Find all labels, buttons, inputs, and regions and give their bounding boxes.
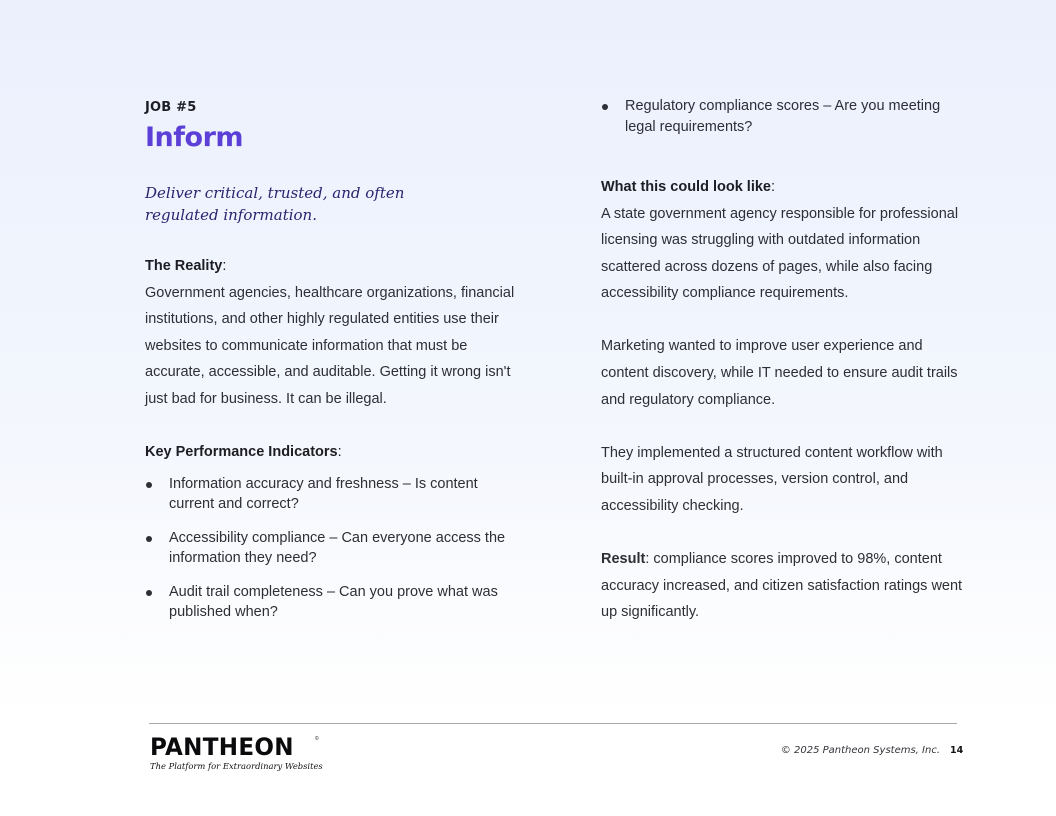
- example-heading-colon: :: [771, 179, 776, 195]
- kpi-heading-text: Key Performance Indicators: [145, 444, 338, 461]
- example-paragraph: Marketing wanted to improve user experience and content discovery, while IT needed to ensure audit trails and regulatory compliance.: [601, 338, 958, 408]
- copyright-mark-icon: ©: [315, 736, 319, 742]
- logo-wordmark: PANTHEON: [150, 733, 294, 761]
- result-paragraph: [601, 546, 971, 626]
- reality-heading: [145, 253, 515, 280]
- result-label: Result: [601, 551, 646, 568]
- bullet-icon: [146, 482, 152, 488]
- kpi-list-continued: [601, 96, 971, 137]
- page-number: 14: [950, 745, 964, 756]
- logo-tagline: The Platform for Extraordinary Websites: [150, 761, 323, 771]
- kpi-item-text: Audit trail completeness – Can you prove what was published when?: [169, 583, 498, 621]
- bullet-icon: [146, 590, 152, 596]
- example-paragraph: A state government agency responsible for professional licensing was struggling with outdated information scattered across dozens of pages, while also facing accessibility compliance requirements.: [601, 205, 959, 302]
- page-tagline: Deliver critical, trusted, and often regulated information.: [145, 184, 405, 224]
- pantheon-logo: [150, 733, 323, 771]
- example-heading: [601, 174, 971, 201]
- right-column: [601, 96, 971, 626]
- reality-heading-text: The Reality: [145, 258, 223, 274]
- kpi-list: [145, 474, 515, 623]
- footer-divider: [149, 723, 957, 724]
- kpi-heading: [145, 439, 515, 466]
- copyright-notice: © 2025 Pantheon Systems, Inc.: [780, 745, 940, 756]
- left-column: [145, 99, 515, 636]
- kpi-list-item: [145, 528, 515, 569]
- example-section: [601, 174, 971, 626]
- kpi-list-item: [145, 582, 515, 623]
- kpi-item-text: Information accuracy and freshness – Is content current and correct?: [169, 475, 478, 513]
- reality-heading-colon: :: [222, 258, 227, 274]
- example-heading-text: What this could look like: [601, 179, 771, 195]
- page-title: Inform: [145, 122, 244, 153]
- kpi-item-text: Regulatory compliance scores – Are you meeting legal requirements?: [625, 98, 941, 135]
- bullet-icon: [602, 104, 608, 110]
- bullet-icon: [146, 536, 152, 542]
- kpi-list-item: [145, 474, 515, 515]
- kpi-section: [145, 439, 515, 623]
- job-number-eyebrow: JOB #5: [145, 100, 197, 115]
- reality-text: Government agencies, healthcare organizations, financial institutions, and other highly regulated entities use their websites to communicate information that must be accurate, accessible, and auditable. Getting it wrong isn't just bad for business. It can be illegal.: [145, 284, 515, 407]
- example-paragraph: They implemented a structured content workflow with built-in approval processes, version control, and accessibility checking.: [601, 444, 943, 515]
- reality-section: [145, 253, 515, 412]
- kpi-heading-colon: :: [337, 444, 342, 461]
- result-text: : compliance scores improved to 98%, content accuracy increased, and citizen satisfaction ratings went up significantly.: [601, 551, 963, 621]
- kpi-list-item: [601, 96, 971, 137]
- kpi-item-text: Accessibility compliance – Can everyone access the information they need?: [169, 529, 506, 567]
